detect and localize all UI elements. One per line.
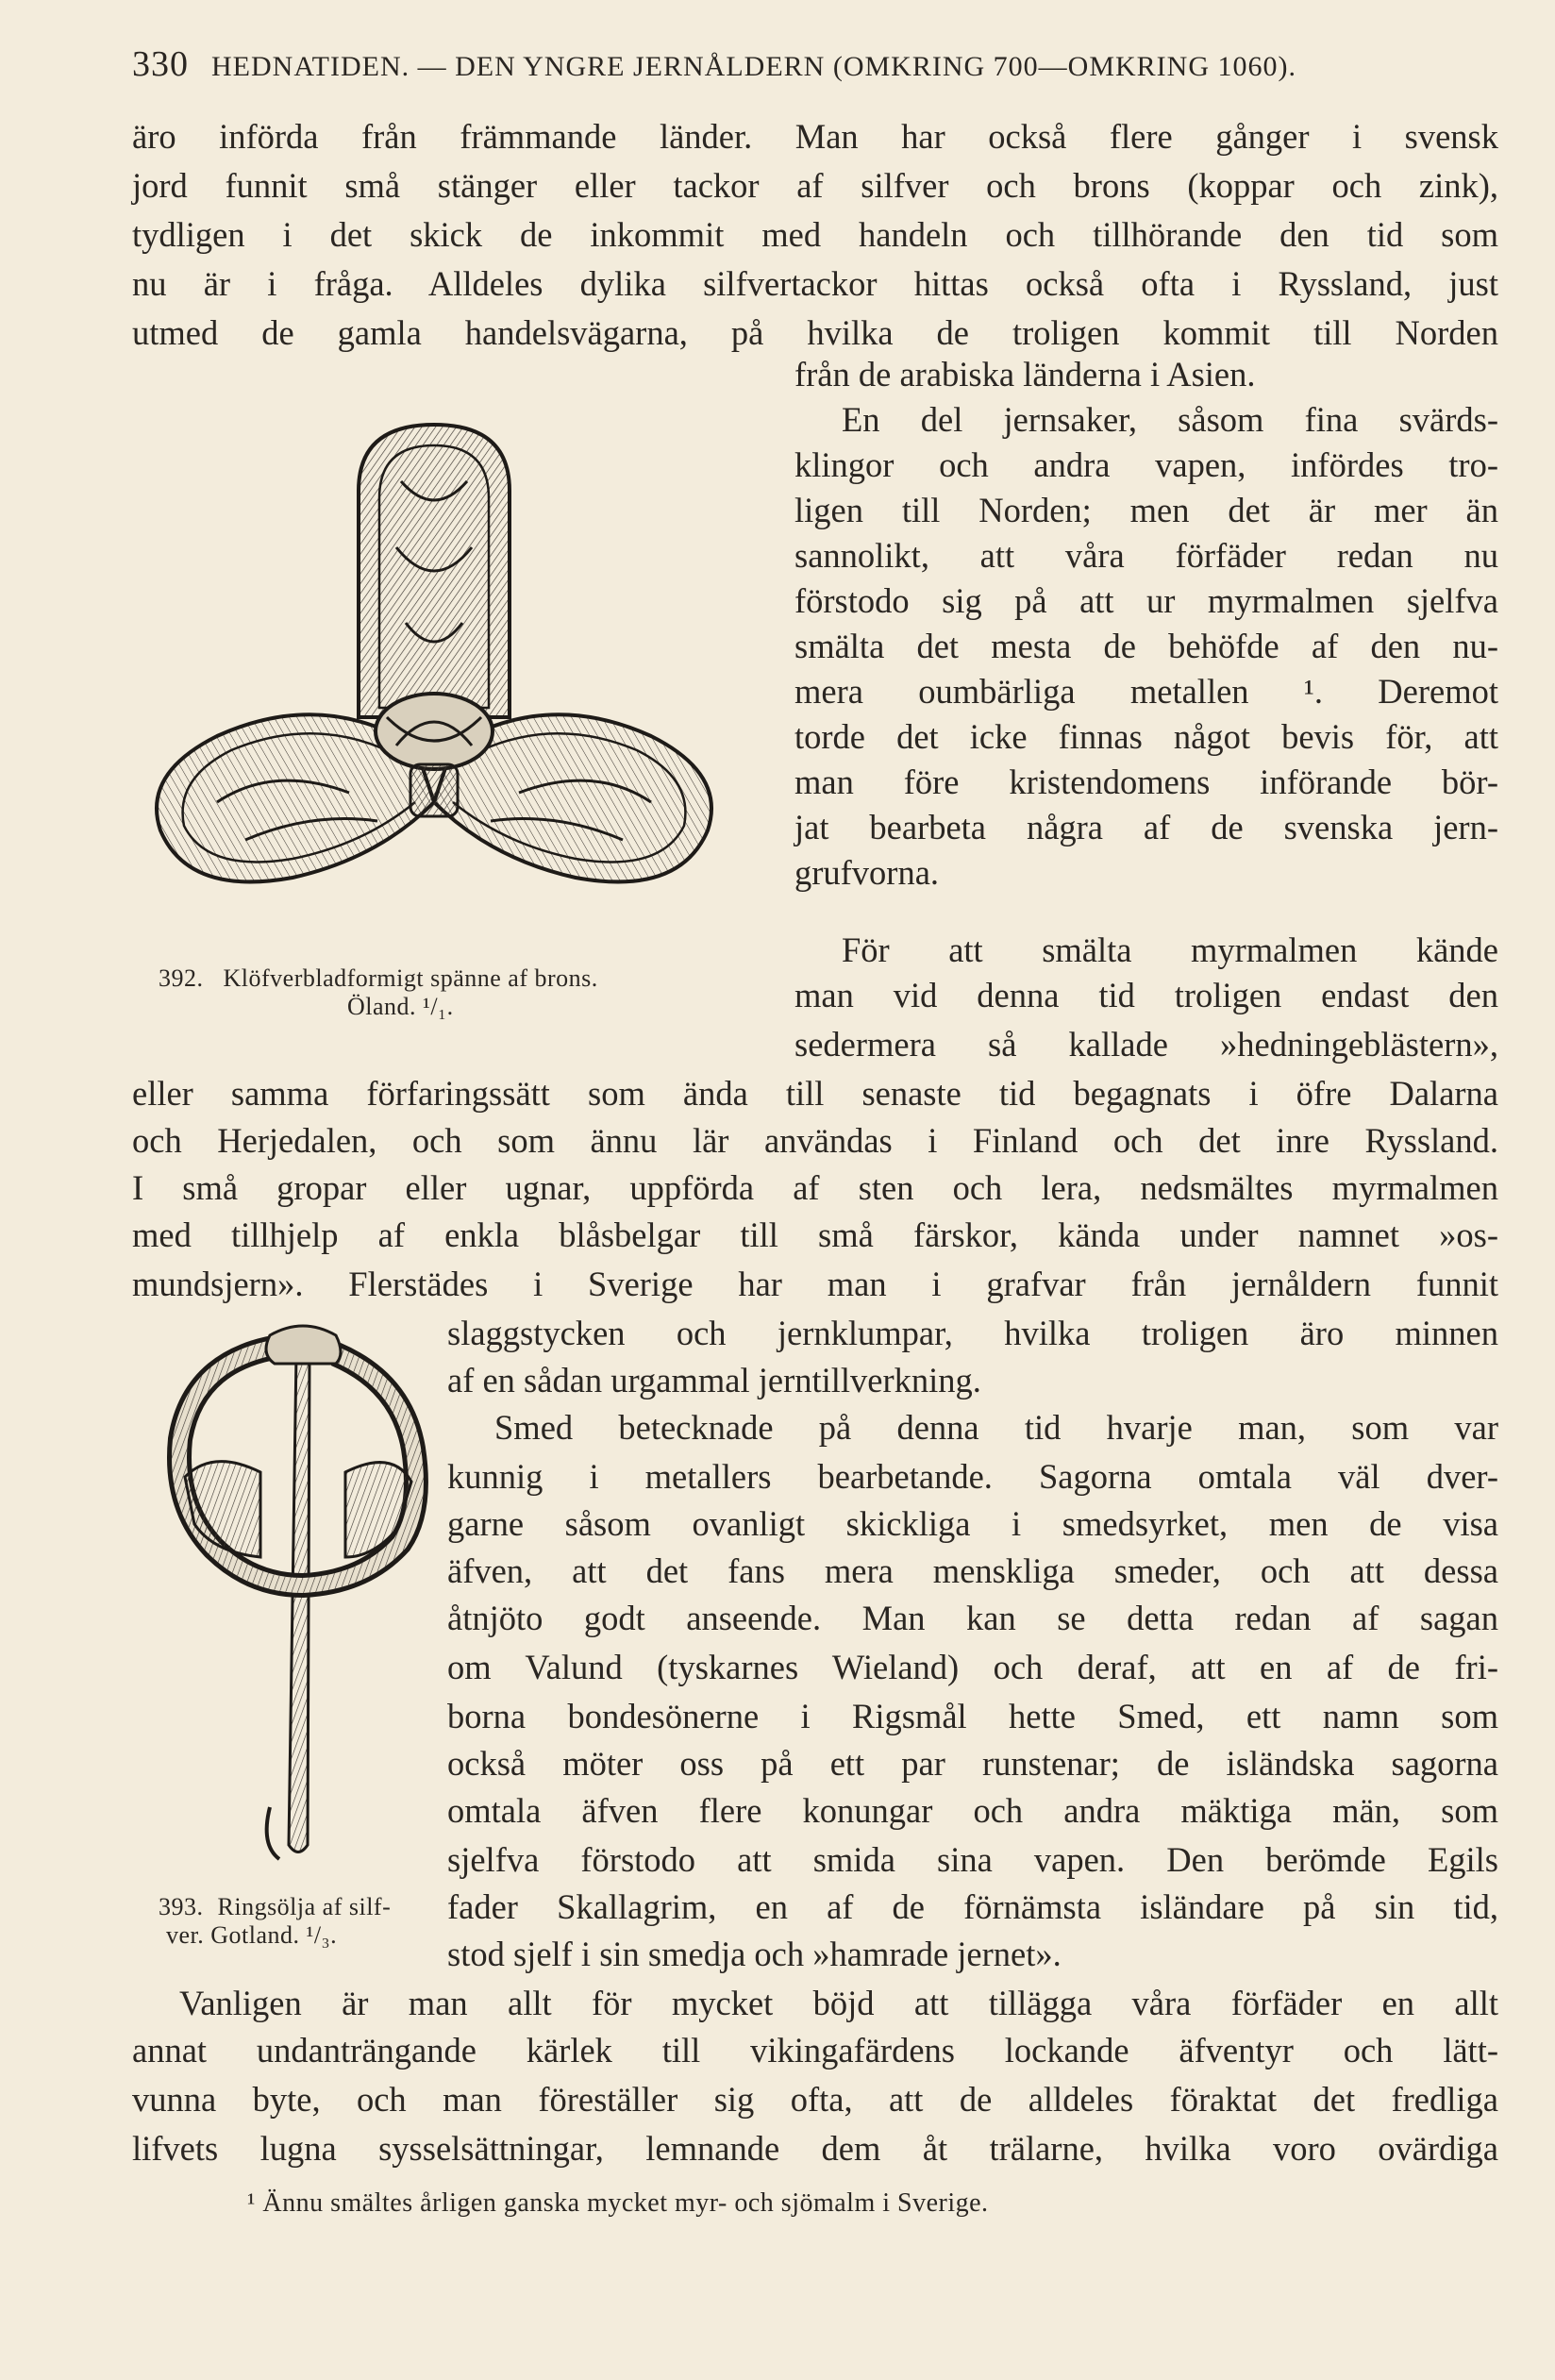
figure-caption-393 <box>159 1893 391 1921</box>
text-line: sjelfva förstodo att smida sina vapen. Den berömde Egils <box>447 1840 1498 1879</box>
text-line: Smed betecknade på denna tid hvarje man, som var <box>494 1408 1498 1447</box>
text-line: torde det icke finnas något bevis för, att <box>794 717 1498 756</box>
text-line: mundsjern». Flerstädes i Sverige har man i grafvar från jernåldern funnit <box>132 1265 1498 1303</box>
text-line: ligen till Norden; men det är mer än <box>794 491 1498 529</box>
text-line: utmed de gamla handelsvägarna, på hvilka de troligen kommit till Norden <box>132 313 1498 352</box>
text-line: nu är i fråga. Alldeles dylika silfvertackor hittas också ofta i Ryssland, just <box>132 264 1498 303</box>
figure-caption-392 <box>159 964 598 993</box>
figure-number: 392. <box>159 964 204 992</box>
text-line: äfven, att det fans mera menskliga smeder, och att dessa <box>447 1551 1498 1590</box>
text-line: jord funnit små stänger eller tackor af silfver och brons (koppar och zink), <box>132 166 1498 205</box>
text-line: borna bondesönerne i Rigsmål hette Smed, ett namn som <box>447 1697 1498 1735</box>
text-line: slaggstycken och jernklumpar, hvilka troligen äro minnen <box>447 1314 1498 1352</box>
text-line: man vid denna tid troligen endast den <box>794 976 1498 1014</box>
text-line: Vanligen är man allt för mycket böjd att tillägga våra förfäder en allt <box>179 1984 1498 2022</box>
caption-text: Klöfverbladformigt spänne af brons. <box>223 964 598 992</box>
text-line: och Herjedalen, och som ännu lär användas i Finland och det inre Ryssland. <box>132 1121 1498 1160</box>
footnote: ¹ Ännu smältes årligen ganska mycket myr- och sjömalm i Sverige. <box>247 2188 989 2218</box>
figure-number: 393. <box>159 1893 204 1920</box>
page-number: 330 <box>132 44 189 84</box>
text-line: I små gropar eller ugnar, uppförda af sten och lera, nedsmältes myrmalmen <box>132 1168 1498 1207</box>
text-line: om Valund (tyskarnes Wieland) och deraf, att en af de fri- <box>447 1648 1498 1686</box>
text-line: man före kristendomens införande bör- <box>794 763 1498 801</box>
text-line: mera oumbärliga metallen ¹. Deremot <box>794 672 1498 711</box>
text-line: med tillhjelp af enkla blåsbelgar till små färskor, kända under namnet »os- <box>132 1215 1498 1254</box>
running-head <box>132 43 1510 85</box>
caption-text: Ringsölja af silf- <box>217 1893 392 1920</box>
text-line: sedermera så kallade »hedningeblästern», <box>794 1025 1498 1064</box>
text-line: smälta det mesta de behöfde af den nu- <box>794 627 1498 665</box>
text-line: fader Skallagrim, en af de förnämsta isländare på sin tid, <box>447 1887 1498 1926</box>
running-title: HEDNATIDEN. — DEN YNGRE JERNÅLDERN (OMKRING 700—OMKRING 1060). <box>211 51 1296 82</box>
text-line: tydligen i det skick de inkommit med handeln och tillhörande den tid som <box>132 215 1498 254</box>
text-line: äro införda från främmande länder. Man har också flere gånger i svensk <box>132 117 1498 156</box>
text-line: omtala äfven flere konungar och andra mäktiga män, som <box>447 1791 1498 1830</box>
text-line: kunnig i metallers bearbetande. Sagorna omtala väl dver- <box>447 1457 1498 1496</box>
trefoil-brooch-illustration <box>132 406 764 953</box>
text-line: jat bearbeta några af de svenska jern- <box>794 808 1498 846</box>
text-line: förstodo sig på att ur myrmalmen sjelfva <box>794 581 1498 620</box>
text-line: vunna byte, och man föreställer sig ofta, att de alldeles föraktat det fredliga <box>132 2080 1498 2119</box>
text-line: sannolikt, att våra förfäder redan nu <box>794 536 1498 575</box>
figure-caption-393-line2: ver. Gotland. ¹/₃. <box>166 1921 338 1949</box>
text-line: klingor och andra vapen, infördes tro- <box>794 445 1498 484</box>
text-line: af en sådan urgammal jerntillverkning. <box>447 1361 981 1400</box>
text-line: annat undanträngande kärlek till vikingafärdens lockande äfventyr och lätt- <box>132 2031 1498 2070</box>
text-line: lifvets lugna sysselsättningar, lemnande dem åt trälarne, hvilka voro ovärdiga <box>132 2129 1498 2168</box>
text-line: från de arabiska länderna i Asien. <box>794 355 1256 394</box>
ring-brooch-illustration <box>157 1316 430 1873</box>
text-line: stod sjelf i sin smedja och »hamrade jernet». <box>447 1935 1062 1973</box>
text-line: eller samma förfaringssätt som ända till senaste tid begagnats i öfre Dalarna <box>132 1074 1498 1113</box>
text-line: åtnjöto godt anseende. Man kan se detta redan af sagan <box>447 1599 1498 1637</box>
text-line: grufvorna. <box>794 853 940 892</box>
figure-caption-392-line2: Öland. ¹/₁. <box>347 993 454 1020</box>
text-line: En del jernsaker, såsom fina svärds- <box>842 400 1498 439</box>
text-line: För att smälta myrmalmen kände <box>842 930 1498 969</box>
text-line: också möter oss på ett par runstenar; de isländska sagorna <box>447 1744 1498 1783</box>
text-line: garne såsom ovanligt skickliga i smedsyrket, men de visa <box>447 1504 1498 1543</box>
